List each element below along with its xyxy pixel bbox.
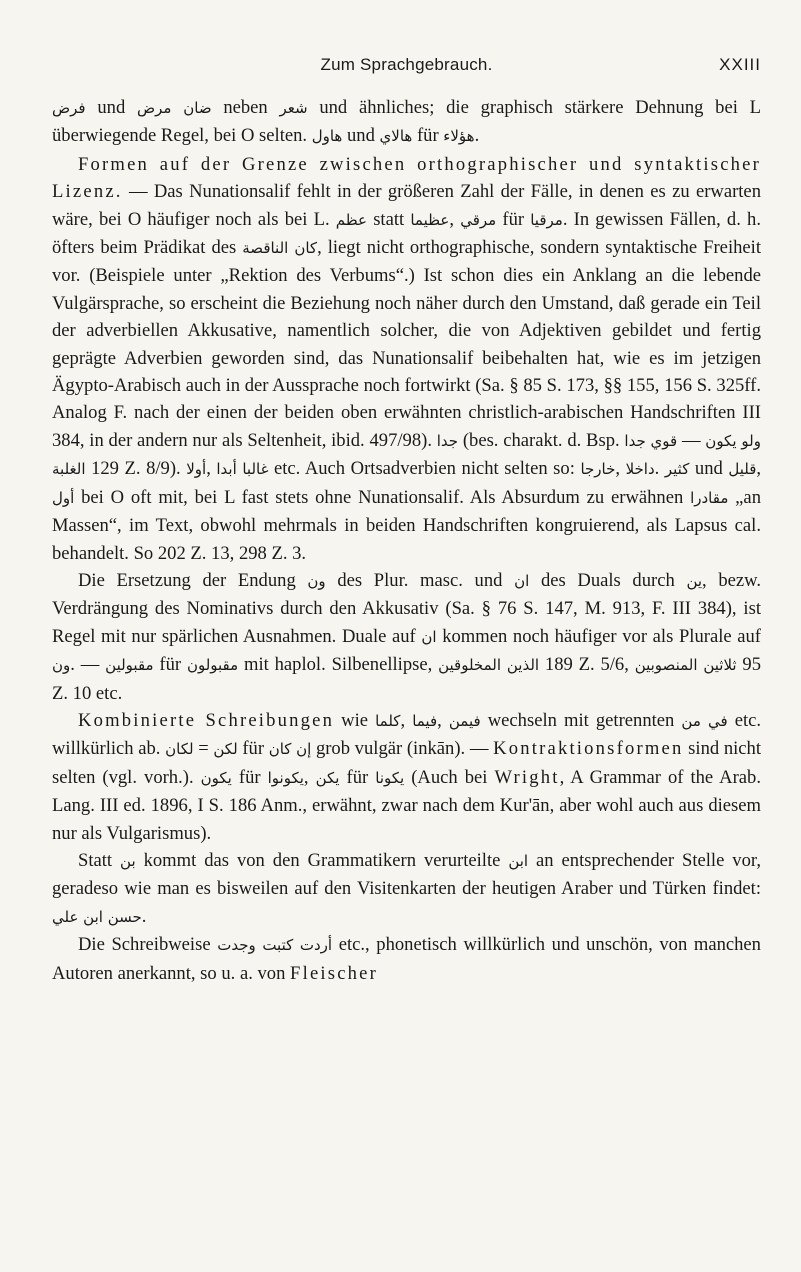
text-run: 189 Z. 5/6,: [539, 654, 635, 676]
arabic-word: مقادرا: [690, 488, 729, 507]
arabic-word: يكونا: [375, 768, 405, 787]
arabic-word: في: [707, 711, 728, 730]
text-run: .: [141, 905, 147, 927]
arabic-word: أولا: [186, 460, 207, 479]
text-run: ,: [303, 766, 316, 788]
text-run: des Plur. masc. und: [325, 569, 515, 591]
arabic-word: كلما: [375, 711, 401, 730]
arabic-word: حسن ابن علي: [52, 907, 142, 926]
text-run: „an Massen“, im Text, obwohl mehrmals in beiden Handschriften kongruierend, als Lapsus cal. behandelt. So 202 Z. 13, 298 Z. 3.: [52, 486, 761, 564]
text-run: statt: [367, 208, 411, 230]
arabic-word: أردت: [299, 936, 333, 955]
paragraph: [52, 707, 761, 847]
text-run: [171, 97, 183, 118]
arabic-word: ين: [686, 571, 703, 590]
text-run: =: [193, 738, 214, 760]
paragraph: [52, 847, 761, 931]
arabic-word: عظيما: [410, 210, 450, 229]
running-header: [52, 55, 761, 79]
text-run: und: [689, 458, 729, 480]
text-run: —: [677, 429, 706, 451]
text-run: kommen noch häufiger vor als Plurale auf: [436, 625, 761, 647]
arabic-word: مرض: [137, 99, 172, 117]
text-run: Statt: [78, 849, 121, 871]
text-run: , A Grammar of the Arab. Lang. III ed. 1896, I S. 186 Anm., erwähnt, zwar nach dem Kur'ān, aber wohl auch aus diesem nur als Vulgarismus).: [52, 766, 761, 844]
arabic-word: هؤلاء: [443, 127, 475, 146]
text-run: ,: [206, 458, 217, 480]
text-run: und: [85, 97, 138, 118]
text-run: Die Ersetzung der Endung: [78, 569, 308, 591]
text-run: grob vulgär (inkān). —: [311, 738, 494, 760]
text-run: für: [412, 125, 444, 147]
arabic-word: ابن: [508, 851, 529, 870]
text-run: — Das Nunationsalif fehlt in der größeren Zahl der Fälle, in denen es zu erwarten wäre, bei O häufiger noch als bei L.: [52, 181, 761, 230]
text-run: . —: [70, 654, 106, 676]
arabic-word: كتبت: [262, 936, 294, 955]
paragraph: [52, 567, 761, 707]
arabic-word: جدا: [624, 431, 646, 450]
text-run: [701, 710, 708, 731]
arabic-word: يكون: [200, 768, 232, 787]
text-run: und ähnliches; die graphisch stärkere Dehnung bei L überwiegende Regel, bei O selten.: [52, 97, 762, 147]
text-run: (bes. charakt. d. Bsp.: [458, 429, 625, 451]
arabic-word: ولو يكون الغلبة: [52, 431, 761, 479]
arabic-word: كان: [294, 239, 318, 258]
text-run: Die Schreibweise: [78, 934, 218, 956]
text-run: für: [231, 766, 268, 788]
arabic-word: كثير: [664, 460, 690, 479]
arabic-word: داخلا: [625, 460, 655, 479]
arabic-word: لكان: [165, 740, 194, 759]
text-run: kommt das von den Grammatikern verurteilte: [135, 849, 509, 871]
arabic-word: جدا: [436, 431, 459, 450]
text-run: wechseln mit getrennten: [480, 709, 682, 731]
text-run: sind nicht selten (vgl. vorh.).: [52, 738, 761, 788]
arabic-word: ضان: [183, 99, 212, 117]
arabic-word: إن: [296, 740, 312, 759]
arabic-word: فرض: [52, 99, 86, 117]
arabic-word: وجدت: [217, 936, 256, 955]
arabic-word: ان: [514, 571, 530, 590]
paragraph: [52, 931, 761, 987]
text-run: [293, 934, 300, 955]
text-run: ,: [615, 458, 626, 480]
arabic-word: يكن: [315, 768, 340, 787]
text-run: ,: [400, 709, 413, 731]
text-run: ,: [437, 709, 449, 731]
arabic-word: شعر: [279, 99, 308, 117]
arabic-word: مقبولين: [105, 656, 154, 675]
arabic-word: أول: [52, 488, 75, 507]
text-run: etc. Auch Ortsadverbien nicht selten so:: [268, 458, 581, 480]
arabic-word: ون: [52, 656, 71, 675]
arabic-word: عظم: [335, 210, 368, 229]
text-run: (Auch bei: [404, 766, 495, 788]
arabic-word: خارجا: [580, 460, 616, 479]
text-run: wie: [334, 709, 376, 731]
arabic-word: هاول: [311, 127, 343, 146]
text-run: ,: [449, 208, 461, 230]
paragraph: [52, 94, 761, 151]
text-run: .: [474, 125, 480, 147]
text-run: für: [237, 738, 269, 760]
body-text: [52, 94, 761, 987]
arabic-word: مقبولون: [186, 656, 239, 675]
emphasized-text: Formen auf der Grenze zwischen orthographischer und syntaktischer Lizenz.: [52, 153, 761, 203]
text-run: für: [339, 766, 376, 788]
emphasized-text: Kombinierte Schreibungen: [78, 709, 335, 731]
arabic-word: قوي: [650, 431, 678, 450]
text-run: mit haplol. Silbenellipse,: [238, 654, 439, 676]
page-number: XXIII: [719, 55, 761, 74]
text-run: , bezw. Verdrängung des Nominativs durch den Akkusativ (Sa. § 76 S. 147, M. 913, F. III 384), ist Regel mit nur spärlichen Ausnahmen. Duale auf: [52, 569, 762, 647]
arabic-word: المخلوقين: [438, 656, 502, 675]
text-run: etc. willkürlich ab.: [52, 709, 762, 760]
text-run: und: [342, 125, 380, 147]
arabic-word: فيمن: [448, 711, 481, 730]
text-run: für: [496, 208, 531, 230]
arabic-word: الناقصة: [242, 239, 289, 258]
arabic-word: أبدا: [216, 460, 237, 479]
arabic-word: بن: [120, 851, 136, 870]
arabic-word: مرقيا: [530, 210, 563, 229]
arabic-word: لكن: [213, 740, 238, 759]
emphasized-text: Kontraktionsformen: [493, 738, 684, 760]
text-run: 95 Z. 10 etc.: [52, 654, 761, 704]
arabic-word: فيما: [412, 711, 438, 730]
arabic-word: الذين: [506, 656, 540, 675]
text-run: .: [654, 458, 665, 480]
arabic-word: من: [681, 711, 701, 730]
arabic-word: مرقي: [460, 210, 497, 229]
text-run: des Duals durch: [529, 569, 687, 591]
emphasized-text: Wright: [494, 766, 560, 788]
text-run: an entsprechender Stelle vor, geradeso wie man es bisweilen auf den Visitenkarten der heutigen Araber und Türken findet:: [52, 849, 761, 900]
text-run: ,: [756, 458, 762, 480]
text-run: 129 Z. 8/9).: [85, 458, 187, 480]
emphasized-text: Fleischer: [290, 962, 379, 984]
running-title: Zum Sprachgebrauch.: [320, 55, 493, 74]
arabic-word: ان: [421, 627, 437, 646]
text-run: etc., phonetisch willkürlich und unschön, von manchen Autoren anerkannt, so u. a. von: [52, 934, 761, 984]
arabic-word: ون: [307, 571, 326, 590]
text-run: neben: [211, 97, 280, 118]
text-run: . In gewissen Fällen, d. h. öfters beim Prädikat des: [52, 208, 761, 259]
arabic-word: المنصوبين: [634, 656, 698, 675]
text-run: bei O oft mit, bei L fast stets ohne Nunationsalif. Als Absurdum zu erwähnen: [74, 486, 691, 508]
arabic-word: كان: [268, 740, 292, 759]
text-run: für: [153, 654, 187, 676]
paragraph: [52, 151, 761, 567]
arabic-word: غالبا: [242, 460, 269, 479]
arabic-word: يكونوا: [267, 768, 304, 787]
text-run: , liegt nicht orthographische, sondern syntaktische Freiheit vor. (Beispiele unter „Rektion des Verbums“.) Ist schon dies ein Anklang an die lebende Vulgärsprache, so erscheint die Beziehung noch näher durch den Umstand, daß gerade ein Teil der adverbiellen Akkusative, namentlich solcher, die von Adjektiven gebildet und fertig geprägte Adverbien geworden sind, das Nunationsalif beibehalten hat, wie es im jetzigen Ägypto-Arabisch auch in der Aussprache noch fortwirkt (Sa. § 85 S. 173, §§ 155, 156 S. 325ff. Analog F. nach der einen der beiden oben erwähnten christlich-arabischen Handschriften III 384, in der andern nur als Seltenheit, ibid. 497/98).: [52, 237, 761, 451]
arabic-word: هالاي: [379, 127, 413, 146]
arabic-word: قليل: [728, 460, 757, 479]
arabic-word: ثلاثين: [703, 656, 737, 675]
